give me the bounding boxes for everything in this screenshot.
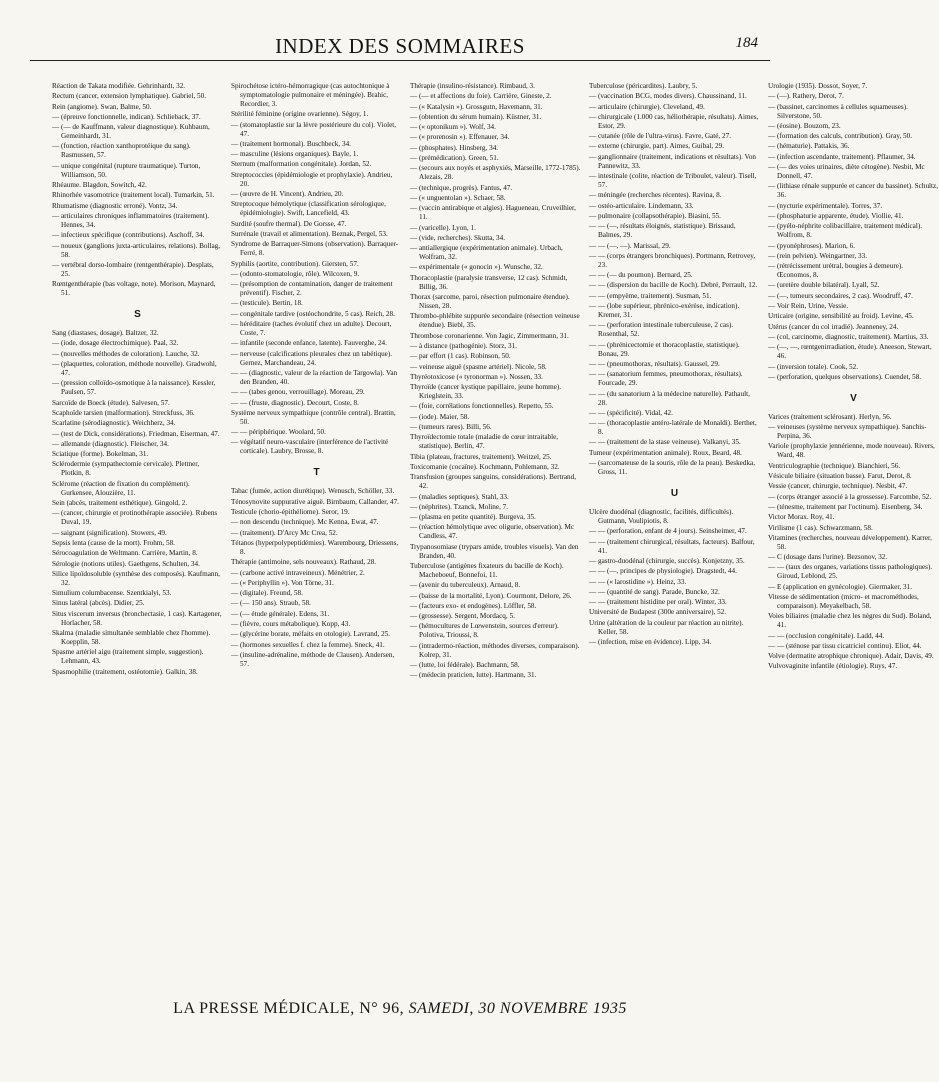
index-entry: Rhinorhée vasomotrice (traitement local). Tumarkin, 51. <box>52 191 215 200</box>
index-entry: Testicule (chorio-épithéliome). Seror, 19. <box>231 508 350 517</box>
index-entry: — (vaccination BCG, modes divers). Chaussinand, 11. <box>589 92 747 101</box>
index-entry: — (digitale). Freund, 58. <box>231 589 303 598</box>
index-entry: — — (fruste, diagnostic). Decourt, Coste, 8. <box>231 398 359 407</box>
index-entry: Silice lipoïdosoluble (synthèse des composés). Kaufmann, 32. <box>52 569 220 587</box>
index-entry: Sein (abcès, traitement esthétique). Gingold, 2. <box>52 499 188 508</box>
index-entry: — (foie, corrélations fonctionnelles). Repetto, 55. <box>410 402 554 411</box>
page-footer: LA PRESSE MÉDICALE, N° 96, SAMEDI, 30 NOVEMBRE 1935 <box>173 1000 627 1017</box>
index-entry: — (— étude générale). Edens, 31. <box>231 609 330 618</box>
index-entry: — héréditaire (taches évolutif chez un adulte). Decourt, Coste, 7. <box>231 320 392 338</box>
index-entry: — (col, carcinome, diagnostic, traitement). Martius, 33. <box>768 332 929 341</box>
index-entry: — (secours aux noyés et asphyxiés, Marseille, 1772-1785). Alezais, 28. <box>410 164 581 182</box>
index-entry: — — (pneumothorax, résultats). Gaussel, 29. <box>589 359 720 368</box>
index-entry: Sérologie (notions utiles). Gaethgens, Schulten, 34. <box>52 559 200 568</box>
index-entry: — (— de Kauffmann, valeur diagnostique). Kuhbaum, Gemeinhardt, 31. <box>52 123 210 141</box>
index-entry: Scaphoïde tarsien (malformation). Streckfuss, 36. <box>52 408 195 417</box>
index-entry: — — (du sanatorium à la médecine naturelle). Pathault, 28. <box>589 389 750 407</box>
index-entry: — pulmonaire (collapsothérapie). Biasini, 55. <box>589 211 721 220</box>
index-entry: Streptococcies (épidémiologie et prophylaxie). Andrieu, 20. <box>231 170 393 188</box>
index-entry: — (traitement hormonal). Buschbeck, 34. <box>231 139 351 148</box>
index-entry: Thyréotoxicose (« tyronorman »). Nossen, 33. <box>410 372 543 381</box>
issue-number: N° 96, <box>359 1000 405 1017</box>
index-entry: Urticaire (origine, sensibilité au froid). Levine, 45. <box>768 312 914 321</box>
index-entry: Voies biliaires (maladie chez les nègres du Sud). Boland, 41. <box>768 612 932 630</box>
index-entry: — congénitale tardive (ostéochondrite, 5 cas). Reich, 28. <box>231 309 395 318</box>
index-entry: — (corps étranger associé à la grossesse). Farcombe, 52. <box>768 492 932 501</box>
index-entry: — (lutte, loi fédérale). Bachmann, 58. <box>410 661 520 670</box>
index-entry: Situs viscerum inversus (bronchectasie, 1 cas). Kartagener, Horlacher, 58. <box>52 609 222 627</box>
index-entry: — — (tabes genou, verrouillage). Moreau, 29. <box>231 388 365 397</box>
index-entry: Tibia (plateau, fractures, traitement). Weitzel, 25. <box>410 452 552 461</box>
index-entry: Ténosynovite suppurative aiguë. Birnbaum, Callander, 47. <box>231 497 399 506</box>
index-entry: — (— 150 ans). Straub, 58. <box>231 599 311 608</box>
index-entry: — (phosphates). Hinsberg, 34. <box>410 143 499 152</box>
index-entry: — ostéo-articulaire. Lindemann, 33. <box>589 201 694 210</box>
index-entry: — — (occlusion congénitale). Ladd, 44. <box>768 631 885 640</box>
index-entry: — (pression colloïdo-osmotique à la naissance). Kessler, Paulsen, 57. <box>52 379 216 397</box>
index-entry: — (nycturie expérimentale). Torres, 37. <box>768 201 883 210</box>
index-entry: — (rétrécissement urétral, bougies à demeure). Œconomos, 8. <box>768 262 904 280</box>
index-entry: — (—, tumeurs secondaires, 2 cas). Woodruff, 47. <box>768 291 913 300</box>
index-entry: — (ténesme, traitement par l'octinum). Eisenberg, 34. <box>768 502 923 511</box>
index-entry: — (iode, dosage électrochimique). Paal, 32. <box>52 339 179 348</box>
index-entry: Sclérodermie (sympathectomie cervicale). Plettner, Plotkin, 8. <box>52 460 200 478</box>
issue-date: SAMEDI, 30 NOVEMBRE 1935 <box>408 1000 627 1017</box>
section-letter: V <box>850 392 857 404</box>
index-entry: — (baisse de la mortalité, Lyon). Courmont, Delore, 26. <box>410 591 572 600</box>
index-entry: — (« Periphyllin »). Von Törne, 31. <box>231 578 334 587</box>
index-entry: — — (spécificité). Vidal, 42. <box>589 408 673 417</box>
index-column-3 <box>410 82 581 980</box>
index-entry: Sang (diastases, dosage). Baltzer, 32. <box>52 329 159 338</box>
index-entry: — (glycérine borate, méfaits en otologie). Lavrand, 25. <box>231 630 391 639</box>
index-entry: — (maladies septiques). Stahl, 33. <box>410 492 509 501</box>
index-entry: Thérapie (insulino-résistance). Rimbaud, 3. <box>410 82 535 90</box>
index-entry: Spirochétose ictéro-hémorragique (cas autochtonique à symptomatologie pulmonaire et méningée). Brahic, Recordier, 3. <box>231 82 390 108</box>
index-entry: Surdité (soufre thermal). De Gorsse, 47. <box>231 219 347 228</box>
index-entry: — (tumeurs rares). Billi, 56. <box>410 423 492 432</box>
index-entry: — (technique, progrès). Fantus, 47. <box>410 183 513 192</box>
index-entry: — externe (chirurgie, part). Aimes, Guibal, 29. <box>589 142 724 151</box>
index-entry: — (épreuve fonctionnelle, indican). Schlieback, 37. <box>52 112 201 121</box>
index-entry: Thrombo-phlébite suppurée secondaire (résection veineuse étendue). Biebl, 35. <box>410 312 580 330</box>
index-entry: Thrombose coronarienne. Von Jagic, Zimmermann, 31. <box>410 331 569 340</box>
index-entry: — (—, —, rœntgenirradiation, étude). Aneeson, Stewart, 46. <box>768 343 932 361</box>
index-entry: — (traitement). D'Arcy Mc Crea, 52. <box>231 528 338 537</box>
index-entry: Tuberculose (péricardites). Laubry, 5. <box>589 82 698 90</box>
index-entry: — (fièvre, cours métabolique). Kopp, 43. <box>231 619 351 628</box>
index-entry: Tuberculose (antigènes fixateurs du bacille de Koch). Macheboeuf, Bonnefoi, 11. <box>410 561 564 579</box>
index-entry: — — (lobe supérieur, phrénico-exérèse, indication). Kremer, 31. <box>589 302 740 320</box>
index-entry: Université de Budapest (300e anniversaire), 52. <box>589 608 727 617</box>
index-entry: — méningée (recherches récentes). Ravina, 8. <box>589 191 722 200</box>
index-entry: — (hormones sexuelles f. chez la femme). Sneck, 41. <box>231 640 385 649</box>
index-entry: — — (dispersion du bacille de Koch). Debré, Perrault, 12. <box>589 281 758 290</box>
index-entry: — articulaire (chirurgie). Cleveland, 49. <box>589 102 705 111</box>
index-entry: Sclérome (réaction de fixation du complément). Gurkensee, Alouzière, 11. <box>52 479 190 497</box>
index-entry: Stérilité féminine (origine ovarienne). Ségoy, 1. <box>231 110 369 119</box>
index-entry: — — (empyème, traitement). Susman, 51. <box>589 291 712 300</box>
index-entry: — veineuse aiguë (spasme artériel). Nicole, 58. <box>410 362 547 371</box>
index-entry: Syphilis (aortite, contribution). Giersten, 57. <box>231 259 359 268</box>
index-entry: — (œuvre de H. Vincent). Andrieu, 20. <box>231 190 344 199</box>
index-entry: — (uretère double bilatéral). Lyall, 52. <box>768 281 880 290</box>
index-entry: — (présomption de contamination, danger de traitement préventif). Fischer, 2. <box>231 280 393 298</box>
header-rule <box>30 60 770 61</box>
index-entry: — (obtention du sérum humain). Küstner, 31. <box>410 112 542 121</box>
index-entry: — (— et affections du foie). Carrière, Gineste, 2. <box>410 92 552 101</box>
index-entry: Thyroïdectomie totale (maladie de cœur intraitable, statistique). Berlin, 47. <box>410 433 559 451</box>
index-entry: — (odonto-stomatologie, rôle). Wilcoxen, 9. <box>231 269 360 278</box>
index-entry: Tétanos (hyperpolypeptidémies). Warembourg, Driessens, 8. <box>231 538 399 556</box>
index-entry: Vitesse de sédimentation (micro- et macrométhodes, comparaison). Meyakelbach, 58. <box>768 592 919 610</box>
index-entry: — nerveuse (calcifications pleurales chez un tabétique). Gernez, Marchandeau, 24. <box>231 349 393 367</box>
index-column-4 <box>589 82 760 980</box>
index-entry: Vitamines (recherches, nouveau développement). Karrer, 58. <box>768 533 932 551</box>
index-entry: — — (—, résultats éloignés, statistique). Brissaud, Balmes, 29. <box>589 222 736 240</box>
index-entry: — — (corps étrangers bronchiques). Portmann, Retrovey, 23. <box>589 251 756 269</box>
index-entry: Trypanosomiase (trypars amide, troubles visuels). Van den Branden, 40. <box>410 542 579 560</box>
index-entry: — (intradermo-réaction, méthodes diverses, comparaison). Kolrep, 31. <box>410 641 580 659</box>
index-entry: — chirurgicale (1.000 cas, héliothérapie, résultats). Aimes, Estor, 29. <box>589 112 759 130</box>
index-entry: — (prémédication). Green, 51. <box>410 154 499 163</box>
index-entry: — (insuline-adrénaline, méthode de Clausen). Andersen, 57. <box>231 650 395 668</box>
section-letter: U <box>670 488 679 500</box>
index-entry: Virilisme (1 cas). Schwarzmann, 58. <box>768 523 873 532</box>
index-entry: — (« prorenosin »). Effenauer, 34. <box>410 133 510 142</box>
index-entry: — infantile (seconde enfance, latente). Fauverghe, 24. <box>231 339 387 348</box>
index-column-2 <box>231 82 402 980</box>
index-entry: — (rein pelvien). Weingartner, 33. <box>768 251 867 260</box>
index-entry: — (vide, recherches). Skutta, 34. <box>410 233 506 242</box>
index-entry: — — périphérique. Woolard, 50. <box>231 428 326 437</box>
page-number: 184 <box>735 35 758 51</box>
index-entry: — (— des voies urinaires, diète cétogène). Nesbit, Mc Donnell, 47. <box>768 163 925 181</box>
index-entry: — (stomatoplastie sur la lèvre postérieure du col). Violet, 47. <box>231 120 397 138</box>
index-entry: — (—). Rathery, Derot, 7. <box>768 92 844 101</box>
index-entry: — (hématurie). Pattakis, 36. <box>768 142 850 151</box>
index-entry: — (facteurs exo- et endogènes). Löffler, 58. <box>410 601 537 610</box>
index-entry: — (phosphaturie apparente, étude). Viollie, 41. <box>768 211 904 220</box>
index-entry: — (infection ascendante, traitement). Pflaumer, 34. <box>768 152 916 161</box>
index-entry: — articulaires chroniques inflammatoires (traitement). Hennes, 34. <box>52 211 210 229</box>
index-entry: — (« optonikum »). Wolf, 34. <box>410 123 496 132</box>
index-entry: Sepsis lenta (cause de la mort). Frohm, 58. <box>52 538 175 547</box>
index-entry: — — (perforation intestinale tuberculeuse, 2 cas). Rosenthal, 52. <box>589 321 734 339</box>
index-entry: Sternum (malformation congénitale). Jordan, 52. <box>231 160 372 169</box>
index-entry: Thorax (sarcome, paroi, résection pulmonaire étendue). Nissen, 28. <box>410 293 570 311</box>
index-entry: — gastro-duodénal (chirurgie, succès). Konjetzny, 35. <box>589 556 745 565</box>
index-entry: Sarcoïde de Boeck (étude). Salvesen, 57. <box>52 398 170 407</box>
index-entry: — (carbone activé intraveineux). Ménétrier, 2. <box>231 568 365 577</box>
index-entry: — ganglionnaire (traitement, indications et résultats). Von Pannewitz, 33. <box>589 152 757 170</box>
index-entry: — cutanée (rôle de l'ultra-virus). Favre, Gaté, 27. <box>589 132 731 141</box>
index-entry: — intestinale (colite, réaction de Triboulet, valeur). Tisell, 57. <box>589 172 757 190</box>
page-header <box>30 22 770 62</box>
index-entry: — (sarcomateuse de la souris, rôle de la peau). Beskedka, Gross, 11. <box>589 459 756 477</box>
index-entry: — (formation des calculs, contribution). Gray, 50. <box>768 132 913 141</box>
index-entry: Streptocoque hémolytique (classification sérologique, épidémiologie). Swift, Lancefield, 43. <box>231 200 386 218</box>
index-entry: Utérus (cancer du col irradié). Jeanneney, 24. <box>768 322 899 331</box>
index-entry: — (fonction, réaction xanthoprotéique du sang). Rasmussen, 57. <box>52 142 191 160</box>
index-entry: Vulvovaginite infantile (étiologie). Ruys, 47. <box>768 662 898 671</box>
index-entry: — — (perforation, enfant de 4 jours). Seinsheimer, 47. <box>589 527 747 536</box>
index-entry: — (lithiase rénale suppurée et cancer du bassinet). Schultz, 36. <box>768 182 939 200</box>
index-entry: — — (—, —). Marissal, 29. <box>589 241 671 250</box>
index-entry: Transfusion (groupes sanguins, considérations). Bertrand, 42. <box>410 473 577 491</box>
index-entry: — C (dosage dans l'urine). Bezsonov, 32. <box>768 553 888 562</box>
index-entry: Surrénale (travail et alimentation). Beznak, Pergel, 53. <box>231 229 388 238</box>
index-entry: — (varicelle). Lyon, 1. <box>410 223 476 232</box>
index-entry: — (grossesse). Sergent, Mordacq, 5. <box>410 612 515 621</box>
index-entry: — non descendu (technique). Mc Kenna, Ewat, 47. <box>231 518 379 527</box>
index-entry: — (iode). Maier, 58. <box>410 412 470 421</box>
index-entry: — saignant (signification). Stowers, 49. <box>52 528 167 537</box>
index-entry: — (inversion totale). Cook, 52. <box>768 362 859 371</box>
index-entry: — — (diagnostic, valeur de la réaction de Targowla). Van den Branden, 40. <box>231 368 398 386</box>
index-entry: — — (thoracoplastie antéro-latérale de Monaldi). Berthet, 8. <box>589 419 757 437</box>
index-entry: — (plasma en petite quantité). Burgeva, 35. <box>410 513 536 522</box>
index-entry: — (néphrites). Tzanck, Moline, 7. <box>410 502 509 511</box>
index-entry: Simulium columbacense. Szentkialyi, 53. <box>52 589 172 598</box>
index-entry: — (médecin praticien, lutte). Hartmann, 31. <box>410 671 537 680</box>
index-entry: — antiallergique (expérimentation animale). Urbach, Wolfram, 32. <box>410 244 563 262</box>
index-entry: Sciatique (forme). Bokelman, 31. <box>52 450 149 459</box>
index-entry: Skalma (maladie simultanée semblable chez l'homme). Koepplin, 58. <box>52 628 211 646</box>
index-entry: — (éosine). Bouzom, 23. <box>768 121 841 130</box>
index-entry: Tumeur (expérimentation animale). Roux, Beard, 48. <box>589 448 742 457</box>
index-entry: — (cancer, chirurgie et protinothérapie associée). Rubens Duval, 19. <box>52 509 218 527</box>
section-letter: S <box>134 309 141 321</box>
index-entry: Ventriculographie (technique). Bianchieri, 56. <box>768 461 901 470</box>
index-entry: — (pyonéphroses). Marion, 6. <box>768 241 856 250</box>
index-entry: — (nouvelles méthodes de coloration). Lauche, 32. <box>52 349 200 358</box>
index-entry: — (« Katalysin »). Grossgutn, Havemann, 31. <box>410 102 543 111</box>
index-entry: Thérapie (antimoine, sels nouveaux). Rathaud, 28. <box>231 558 377 567</box>
index-entry: — masculine (lésions organiques). Bayle, 1. <box>231 150 359 159</box>
index-entry: — (test de Dick, considérations). Friedman, Eiserman, 47. <box>52 429 220 438</box>
index-entry: — infectieux spécifique (contributions). Aschoff, 34. <box>52 231 205 240</box>
index-column-5 <box>768 82 939 980</box>
index-entry: — (avenir du tuberculeux). Arnaud, 8. <box>410 581 521 590</box>
index-entry: — — (sténose par tissu cicatriciel continu). Eliot, 44. <box>768 641 922 650</box>
index-entry: — (vaccin antirabique et algies). Hagueneau, Cruveilhier, 11. <box>410 204 576 222</box>
index-entry: Victor Morax. Roy, 41. <box>768 513 835 522</box>
index-entry: — végétatif neuro-vasculaire (interférence de l'activité corticale). Laubry, Brosse, 8. <box>231 438 389 456</box>
index-entry: — (infection, mise en évidence). Lipp, 34. <box>589 637 712 646</box>
index-entry: Toxicomanie (cocaïne). Kochmann, Pohlemann, 32. <box>410 462 560 471</box>
index-entry: Sérocoagulation de Weltmann. Carrière, Martin, 8. <box>52 549 198 558</box>
index-entry: — (plaquettes, coloration, méthode nouvelle). Gradwohl, 47. <box>52 360 217 378</box>
index-entry: Sinus latéral (abcès). Didier, 25. <box>52 599 145 608</box>
index-entry: — Voir Rein, Urine, Vessie. <box>768 302 849 311</box>
index-entry: — — (« larostidine »). Heinz, 33. <box>589 577 687 586</box>
index-entry: — noueux (ganglions juxta-articulaires, relations). Bollag, 58. <box>52 241 221 259</box>
index-entry: Rein (angiome). Swan, Balme, 50. <box>52 102 152 111</box>
index-entry: — (perforation, quelques observations). Cuendet, 58. <box>768 372 922 381</box>
index-entry: — unique congénital (rupture traumatique). Turton, Williamson, 50. <box>52 161 201 179</box>
index-entry: — à distance (pathogénie). Storz, 31. <box>410 341 517 350</box>
index-entry: Rhumatisme (diagnostic erroné). Vontz, 34. <box>52 201 178 210</box>
index-entry: Réaction de Takata modifiée. Gehrinhardt, 32. <box>52 82 186 90</box>
index-entry: — (bassinet, carcinomes à cellules squameuses). Silverstone, 50. <box>768 102 908 120</box>
index-entry: — — (traitement histidine per oral). Winter, 33. <box>589 598 727 607</box>
index-entry: — (hémocultures de Lœwenstein, sources d'erreur). Polotiva, Trioussi, 8. <box>410 622 559 640</box>
index-entry: Ulcère duodénal (diagnostic, facilités, difficultés). Gutmann, Voulipiotis, 8. <box>589 508 734 526</box>
index-entry: — — (phrénicectomie et thoracoplastie, statistique). Bonau, 29. <box>589 340 740 358</box>
index-entry: Variole (prophylaxie jennérienne, mode nouveau). Rivers, Ward, 48. <box>768 442 935 460</box>
section-letter: T <box>313 467 320 479</box>
index-entry: Rœntgenthérapie (bas voltage, note). Morison, Maynard, 51. <box>52 280 216 298</box>
index-entry: Vésicule biliaire (situation basse). Farut, Derot, 8. <box>768 472 912 481</box>
index-entry: Rhéaume. Blagdon, Sowitch, 42. <box>52 181 147 190</box>
index-columns <box>52 82 939 980</box>
index-entry: Spasmophilie (traitement, ostéotomie). Galkin, 38. <box>52 667 198 676</box>
index-entry: Thyroïde (cancer kystique papillaire, jeune homme). Krieglstein, 33. <box>410 383 562 401</box>
index-entry: Varices (traitement sclérosant). Herlyn, 56. <box>768 412 892 421</box>
index-entry: Rectum (cancer, extension lymphatique). Gabriel, 50. <box>52 92 206 101</box>
index-entry: — vertébral dorso-lombaire (rentgenthérapie). Desplats, 25. <box>52 260 214 278</box>
index-entry: — (pyélo-néphrite colibacillaire, traitement médical). Wolfrom, 8. <box>768 222 923 240</box>
index-entry: Volve (dermatite atrophique chronique). Adair, Davis, 49. <box>768 652 934 661</box>
index-entry: Spasme artériel aigu (traitement simple, suggestion). Lehmann, 43. <box>52 648 204 666</box>
index-entry: — (réaction hémolytique avec oligurie, observation). Mc Candless, 47. <box>410 523 575 541</box>
index-entry: Système nerveux sympathique (contrôle central). Brattin, 50. <box>231 408 396 426</box>
index-entry: Syndrome de Barraquer-Simons (observation). Barraquer-Ferré, 8. <box>231 240 399 258</box>
index-entry: — — (taux des organes, variations tissus pathologiques). Giroud, Leblond, 25. <box>768 563 933 581</box>
index-entry: Vessie (cancer, chirurgie, technique). Nesbit, 47. <box>768 482 908 491</box>
index-column-1 <box>52 82 223 980</box>
journal-name: LA PRESSE MÉDICALE <box>173 1000 351 1017</box>
index-entry: Urine (altération de la couleur par réaction au nitrite). Keller, 58. <box>589 618 744 636</box>
index-entry: — — (sanatorium femmes, pneumothorax, résultats). Fourcade, 29. <box>589 370 743 388</box>
index-entry: — — (quantité de sang). Parade, Buncke, 32. <box>589 587 720 596</box>
index-entry: Thoracoplastie (paralysie transverse, 12 cas). Schmidt, Billig, 36. <box>410 273 568 291</box>
index-entry: Scarlatine (sérodiagnostic). Weichherz, 34. <box>52 419 176 428</box>
index-entry: — — (traitement chirurgical, résultats, facteurs). Balfour, 41. <box>589 537 755 555</box>
index-entry: — par effort (1 cas). Robinson, 50. <box>410 352 511 361</box>
index-entry: Urologie (1935). Dossot, Soyer, 7. <box>768 82 868 90</box>
index-entry: — — (—, principes de physiologie). Dragstedt, 44. <box>589 567 737 576</box>
index-entry: — — (traitement de la stase veineuse). Valkanyi, 35. <box>589 438 741 447</box>
index-entry: Tabac (fumée, action diurétique). Wenusch, Schöller, 33. <box>231 487 395 496</box>
index-entry: — (« unguentolan »). Schaer, 58. <box>410 193 506 202</box>
index-entry: — (testicule). Bertin, 18. <box>231 299 303 308</box>
index-entry: — — (— du poumon). Bernard, 25. <box>589 271 693 280</box>
index-entry: — veineuses (système nerveux sympathique). Sanchis-Perpina, 36. <box>768 423 927 441</box>
index-entry: — expérimentale (« gonocin »). Wunsche, 32. <box>410 263 543 272</box>
index-title: INDEX DES SOMMAIRES <box>275 34 525 58</box>
index-entry: — E (application en gynécologie). Giermaker, 31. <box>768 582 913 591</box>
index-entry: — allemande (diagnostic). Fleischer, 34. <box>52 439 169 448</box>
